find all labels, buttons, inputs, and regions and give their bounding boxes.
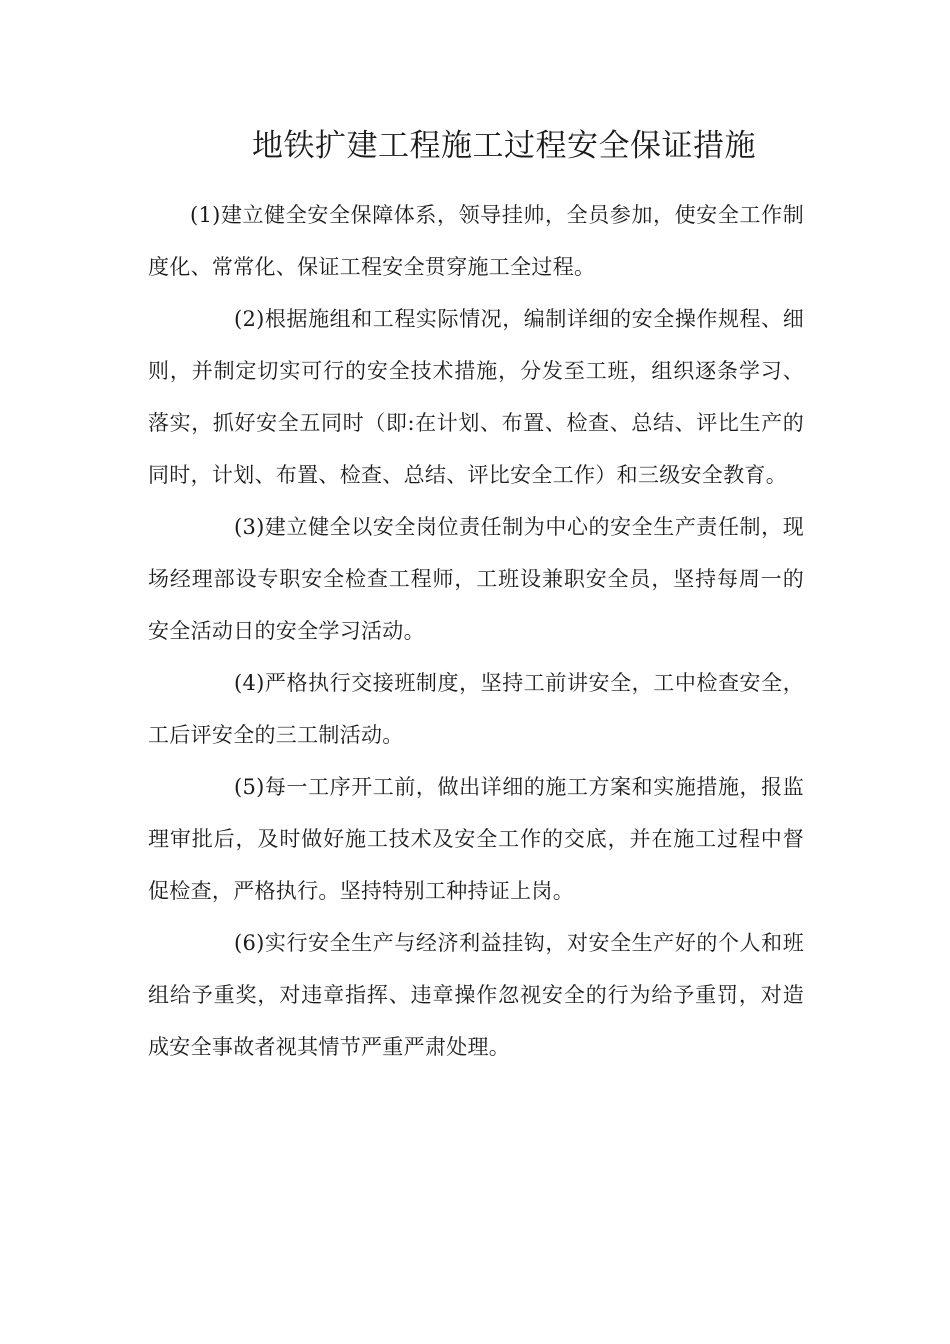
paragraph-2: (2)根据施组和工程实际情况，编制详细的安全操作规程、细则，并制定切实可行的安全技术措施，分发至工班，组织逐条学习、落实，抓好安全五同时（即:在计划、布置、检查、总结、评比生产的同时，计划、布置、检查、总结、评比安全工作）和三级安全教育。 [148, 307, 804, 487]
paragraph-4: (4)严格执行交接班制度，坚持工前讲安全，工中检查安全，工后评安全的三工制活动。 [148, 671, 804, 747]
paragraph-5: (5)每一工序开工前，做出详细的施工方案和实施措施，报监理审批后，及时做好施工技术及安全工作的交底，并在施工过程中督促检查，严格执行。坚持特别工种持证上岗。 [148, 775, 804, 903]
paragraph-3: (3)建立健全以安全岗位责任制为中心的安全生产责任制，现场经理部设专职安全检查工程师，工班设兼职安全员，坚持每周一的安全活动日的安全学习活动。 [148, 515, 804, 643]
document-body [148, 189, 804, 1073]
paragraph-6: (6)实行安全生产与经济利益挂钩，对安全生产好的个人和班组给予重奖，对违章指挥、违章操作忽视安全的行为给予重罚，对造成安全事故者视其情节严重严肃处理。 [148, 931, 804, 1059]
paragraph-1: (1)建立健全安全保障体系，领导挂帅，全员参加，使安全工作制度化、常常化、保证工程安全贯穿施工全过程。 [148, 203, 804, 279]
document-title: 地铁扩建工程施工过程安全保证措施 [252, 128, 756, 164]
